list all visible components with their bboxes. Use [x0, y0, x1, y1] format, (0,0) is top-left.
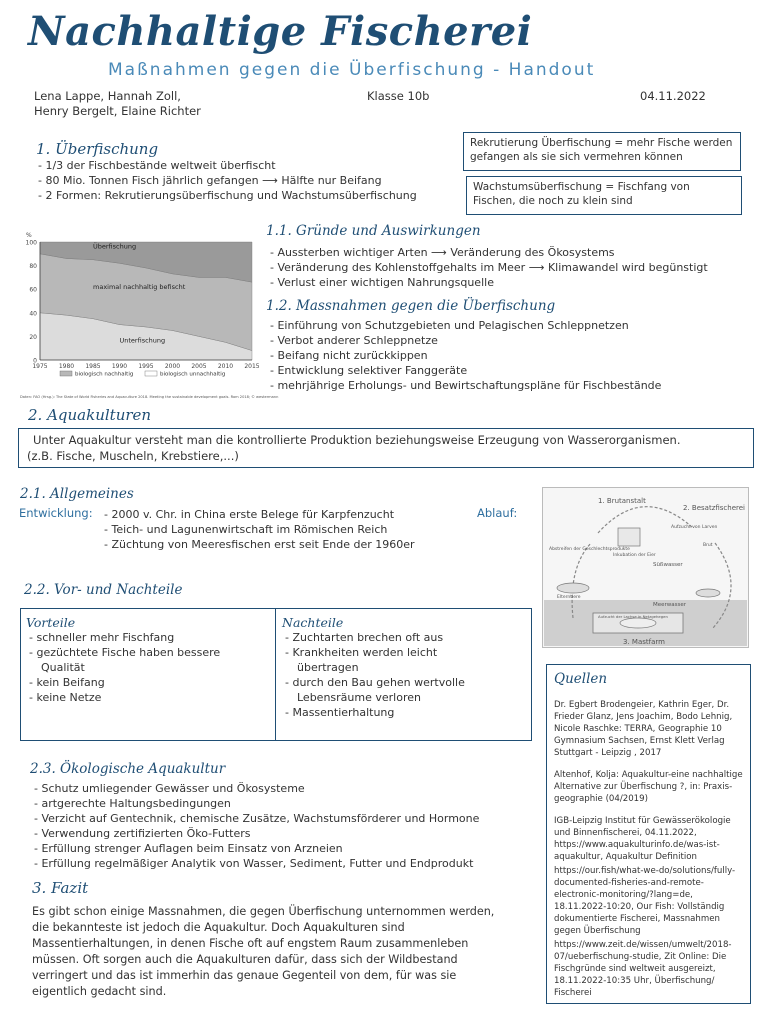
- list-item: - Verwendung zertifizierten Öko-Futters: [34, 827, 251, 840]
- list-item: - Krankheiten werden leicht: [285, 646, 438, 659]
- list-item: - Beifang nicht zurückkippen: [270, 349, 428, 362]
- list-item: - keine Netze: [29, 691, 102, 704]
- definition-line: Unter Aquakultur versteht man die kontrollierte Produktion beziehungsweise Erzeugung von Wasserorganismen.: [33, 433, 681, 447]
- process-label: Ablauf:: [477, 506, 518, 520]
- definition-line: (z.B. Fische, Muscheln, Krebstiere,...): [27, 449, 239, 463]
- incubator-icon: [618, 528, 640, 546]
- list-item: - Verbot anderer Schleppnetze: [270, 334, 438, 347]
- list-item: - 2000 v. Chr. in China erste Belege für Karpfenzucht: [104, 508, 395, 521]
- source-entry: IGB-Leipzig Institut für Gewässerökologie und Binnenfischerei, 04.11.2022, https://www.aquakulturinfo.de/was-ist-aquakultur, Aquakultur Definition: [554, 816, 731, 862]
- y-tick-label: 100: [25, 239, 37, 247]
- page-subtitle: Maßnahmen gegen die Überfischung - Handout: [108, 60, 596, 80]
- list-item: - schneller mehr Fischfang: [29, 631, 175, 644]
- date-label: 04.11.2022: [640, 89, 706, 103]
- list-item: - Veränderung des Kohlenstoffgehalts im Meer ⟶ Klimawandel wird begünstigt: [270, 261, 708, 274]
- list-item: übertragen: [297, 661, 359, 674]
- conclusion-text: [32, 904, 494, 1000]
- paragraph-line: müssen. Oft sorgen auch die Aquakulturen dafür, dass sich der Wildbestand: [32, 953, 458, 966]
- y-tick-label: 40: [29, 310, 37, 318]
- section-2-heading: 2. Aquakulturen: [28, 406, 152, 424]
- list-item: - Einführung von Schutzgebieten und Pelagischen Schleppnetzen: [270, 319, 629, 332]
- section-2-3-list: [34, 781, 479, 871]
- diagram-label: Aufzucht der Lachse in Netzgehegen: [598, 614, 668, 619]
- list-item: - kein Beifang: [29, 676, 105, 689]
- pros-heading: Vorteile: [26, 615, 76, 630]
- table-divider: [275, 609, 276, 740]
- legend-label: biologisch nachhaltig: [75, 371, 134, 378]
- authors-line-1: Lena Lappe, Hannah Zoll,: [34, 89, 181, 103]
- x-tick-label: 1990: [111, 363, 128, 370]
- legend-swatch: [145, 371, 157, 376]
- sources-box: [546, 664, 751, 1004]
- class-label: Klasse 10b: [367, 89, 430, 103]
- x-tick-label: 2015: [244, 363, 260, 370]
- sources-heading: Quellen: [554, 671, 608, 687]
- chart-source: Daten: FAO (Hrsg.): The State of World Fisheries and Aquaculture 2018. Meeting the sustainable development goals. Rom 2018; © westermann: [20, 395, 279, 399]
- section-3-heading: 3. Fazit: [32, 879, 89, 897]
- section-1-heading: 1. Überfischung: [36, 140, 159, 158]
- list-item: - Entwicklung selektiver Fanggeräte: [270, 364, 468, 377]
- list-item: - durch den Bau gehen wertvolle: [285, 676, 465, 689]
- list-item: - mehrjährige Erholungs- und Bewirtschaftungspläne für Fischbestände: [270, 379, 662, 392]
- source-entry: https://www.zeit.de/wissen/umwelt/2018-07/ueberfischung-studie, Zit Online: Die Fischgründe sind weltweit ausgereizt, 18.11.2022-10:35 Uhr, Überfischung/ Fischerei: [554, 940, 732, 998]
- list-item: - Teich- und Lagunenwirtschaft im Römischen Reich: [104, 523, 388, 536]
- list-item: Qualität: [41, 661, 85, 674]
- list-item: - Erfüllung regelmäßiger Analytik von Wasser, Sediment, Futter und Endprodukt: [34, 857, 474, 870]
- fish-icon: [696, 589, 720, 597]
- aquaculture-cycle-diagram: [542, 487, 749, 648]
- stage-1-label: 1. Brutanstalt: [598, 497, 646, 505]
- section-1-1-heading: 1.1. Gründe und Auswirkungen: [266, 223, 481, 239]
- list-item: - Aussterben wichtiger Arten ⟶ Veränderung des Ökosystems: [270, 246, 615, 259]
- cycle-illustration: [543, 488, 748, 647]
- authors-line-2: Henry Bergelt, Elaine Richter: [34, 104, 201, 118]
- overfishing-area-chart: [18, 226, 279, 401]
- section-2-2-heading: 2.2. Vor- und Nachteile: [24, 582, 183, 598]
- list-item: - Züchtung von Meeresfischen erst seit Ende der 1960er: [104, 538, 415, 551]
- list-item: Lebensräume verloren: [297, 691, 421, 704]
- legend-label: biologisch unnachhaltig: [160, 371, 226, 378]
- source-entry: https://our.fish/what-we-do/solutions/fully-documented-fisheries-and-remote-electronic-monitoring/?lang=de, 18.11.2022-10:20, Our Fish: Vollständig dokumentierte Fischerei, Massnahmen gegen Überfischung: [554, 866, 736, 936]
- cons-heading: Nachteile: [282, 615, 344, 630]
- list-item: - Verlust einer wichtigen Nahrungsquelle: [270, 276, 494, 289]
- definition-box-growth: Wachstumsüberfischung = Fischfang von Fischen, die noch zu klein sind: [466, 176, 742, 215]
- section-2-1-list: [104, 507, 415, 552]
- y-tick-label: 80: [29, 263, 37, 271]
- list-item: - gezüchtete Fische haben bessere: [29, 646, 221, 659]
- y-tick-label: 20: [29, 333, 37, 341]
- diagram-label: Elterntiere: [557, 595, 581, 600]
- list-item: - artgerechte Haltungsbedingungen: [34, 797, 231, 810]
- section-2-1-heading: 2.1. Allgemeines: [20, 486, 134, 502]
- diagram-label: Abstreifen der Geschlechtsprodukte: [549, 547, 630, 552]
- y-tick-label: 60: [29, 286, 37, 294]
- paragraph-line: die bekannteste ist jedoch die Aquakultur. Doch Aquakulturen sind: [32, 921, 405, 934]
- list-item: - 1/3 der Fischbestände weltweit überfischt: [38, 159, 276, 172]
- section-1-1-list: [270, 245, 708, 290]
- section-1-2-list: [270, 318, 661, 393]
- diagram-label: Aufzucht von Larven: [671, 525, 718, 530]
- fish-icon: [620, 618, 656, 628]
- list-item: - Massentierhaltung: [285, 706, 395, 719]
- series-label: Unterfischung: [119, 336, 166, 345]
- paragraph-line: verringert und das ist immerhin das genaue Gegenteil von dem, für was sie: [32, 969, 457, 982]
- diagram-label: Meerwasser: [653, 602, 687, 608]
- source-entry: Altenhof, Kolja: Aquakultur-eine nachhaltige Alternative zur Überfischung ?, in: Praxis-geographie (04/2019): [554, 770, 743, 804]
- x-tick-label: 2005: [191, 363, 207, 370]
- pros-list: [29, 630, 220, 705]
- x-tick-label: 2010: [217, 363, 234, 370]
- diagram-label: Inkubation der Eier: [613, 553, 656, 558]
- paragraph-line: eigentlich gedacht sind.: [32, 985, 167, 998]
- diagram-label: Süßwasser: [653, 562, 683, 568]
- stage-2-label: 2. Besatzfischerei: [683, 504, 745, 512]
- cons-list: [285, 630, 465, 720]
- stage-3-label: 3. Mastfarm: [623, 638, 665, 646]
- list-item: - Zuchtarten brechen oft aus: [285, 631, 444, 644]
- overfishing-chart: [18, 226, 279, 401]
- definition-box-recruitment: Rekrutierung Überfischung = mehr Fische werden gefangen als sie sich vermehren können: [463, 132, 741, 171]
- list-item: - Schutz umliegender Gewässer und Ökosysteme: [34, 782, 305, 795]
- x-tick-label: 1980: [58, 363, 75, 370]
- paragraph-line: Massentierhaltungen, in denen Fische oft auf engstem Raum zusammenleben: [32, 937, 469, 950]
- source-entry: Dr. Egbert Brodengeier, Kathrin Eger, Dr. Frieder Glanz, Jens Joachim, Bodo Lehnig, Nicole Raschke: TERRA, Geographie 10 Gymnasium Sachsen, Ernst Klett Verlag Stuttgart - Leipzig , 2017: [554, 700, 733, 758]
- development-label: Entwicklung:: [19, 506, 93, 520]
- y-tick-label: 0: [33, 357, 37, 365]
- series-label: Überfischung: [93, 242, 137, 251]
- list-item: - Erfüllung strenger Auflagen beim Einsatz von Arzneien: [34, 842, 343, 855]
- series-label: maximal nachhaltig befischt: [93, 283, 186, 292]
- x-tick-label: 1975: [32, 363, 48, 370]
- list-item: - 80 Mio. Tonnen Fisch jährlich gefangen ⟶ Hälfte nur Beifang: [38, 174, 382, 187]
- paragraph-line: Es gibt schon einige Massnahmen, die gegen Überfischung unternommen werden,: [32, 905, 495, 918]
- section-1-list: [38, 158, 417, 203]
- fish-icon: [557, 583, 589, 593]
- x-tick-label: 2000: [164, 363, 181, 370]
- y-axis-label: %: [26, 232, 32, 239]
- aquaculture-definition-box: [18, 428, 754, 468]
- page-title: Nachhaltige Fischerei: [28, 8, 533, 55]
- diagram-label: Brut: [703, 543, 713, 548]
- legend-swatch: [60, 371, 72, 376]
- section-2-3-heading: 2.3. Ökologische Aquakultur: [30, 761, 226, 777]
- pros-cons-table: [20, 608, 532, 741]
- x-tick-label: 1985: [85, 363, 101, 370]
- list-item: - Verzicht auf Gentechnik, chemische Zusätze, Wachstumsförderer und Hormone: [34, 812, 480, 825]
- section-1-2-heading: 1.2. Massnahmen gegen die Überfischung: [266, 298, 556, 314]
- list-item: - 2 Formen: Rekrutierungsüberfischung und Wachstumsüberfischung: [38, 189, 417, 202]
- x-tick-label: 1995: [138, 363, 154, 370]
